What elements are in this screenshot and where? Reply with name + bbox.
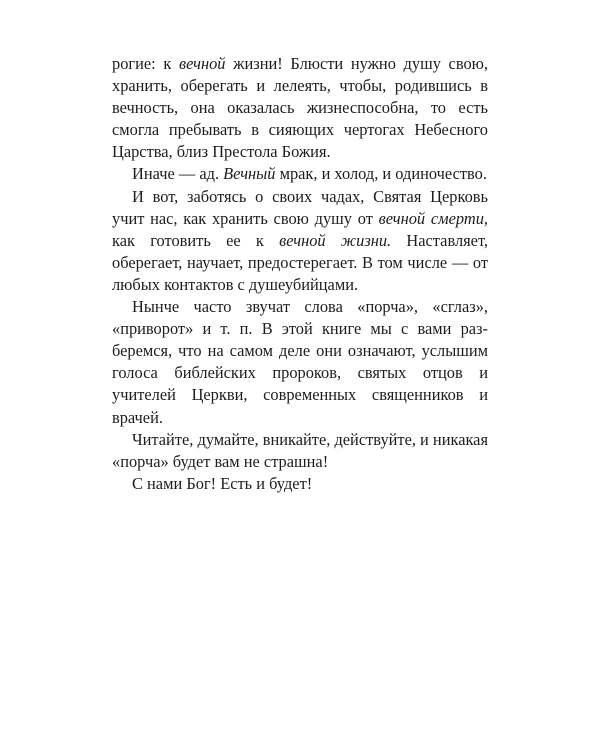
body-paragraph [112, 429, 488, 473]
paragraph-text: мрак, и холод, и одиночество. [275, 164, 487, 184]
emphasized-text: вечной [178, 54, 226, 73]
paragraph-text: Иначе — ад. [132, 164, 224, 184]
paragraph-text: С нами Бог! Есть и будет! [132, 473, 313, 493]
paragraph-text: И вот, заботясь о своих чадах, Святая Церковь учит нас, как хранить свою душу от [112, 186, 488, 228]
paragraph-text: рогие: к [112, 54, 179, 73]
body-paragraph [112, 473, 488, 495]
paragraph-text: жизни! Блюсти нужно душу свою, хранить, оберегать и лелеять, чтобы, родившись в вечность, она оказалась жизнеспособна, то есть смогла пребывать в сияющих чертогах Небесного Царства, близ Престола Божия. [112, 54, 488, 162]
paragraph-text: Читайте, думайте, вникайте, действуйте, и никакая «порча» будет вам не страшна! [112, 429, 488, 471]
page-text-block [112, 53, 488, 495]
emphasized-text: вечной смерти, [378, 208, 488, 228]
body-paragraph [112, 186, 488, 296]
paragraph-text: Наставляет, оберегает, научает, предостерегает. В том числе — от любых контактов с душеубийцами. [112, 230, 488, 294]
body-paragraph [112, 163, 488, 185]
paragraph-text: Нынче часто звучат слова «порча», «сглаз», «приворот» и т. п. В этой книге мы с вами разберемся, что на самом деле они означают, услышим голоса библейских пророков, святых отцов и учителей Церкви, современных священников и врачей. [112, 297, 488, 427]
emphasized-text: вечной жизни. [279, 230, 392, 250]
body-paragraph [112, 53, 488, 163]
emphasized-text: Вечный [223, 164, 276, 184]
paragraph-text: как готовить ее к [112, 230, 280, 250]
body-paragraph [112, 296, 488, 429]
